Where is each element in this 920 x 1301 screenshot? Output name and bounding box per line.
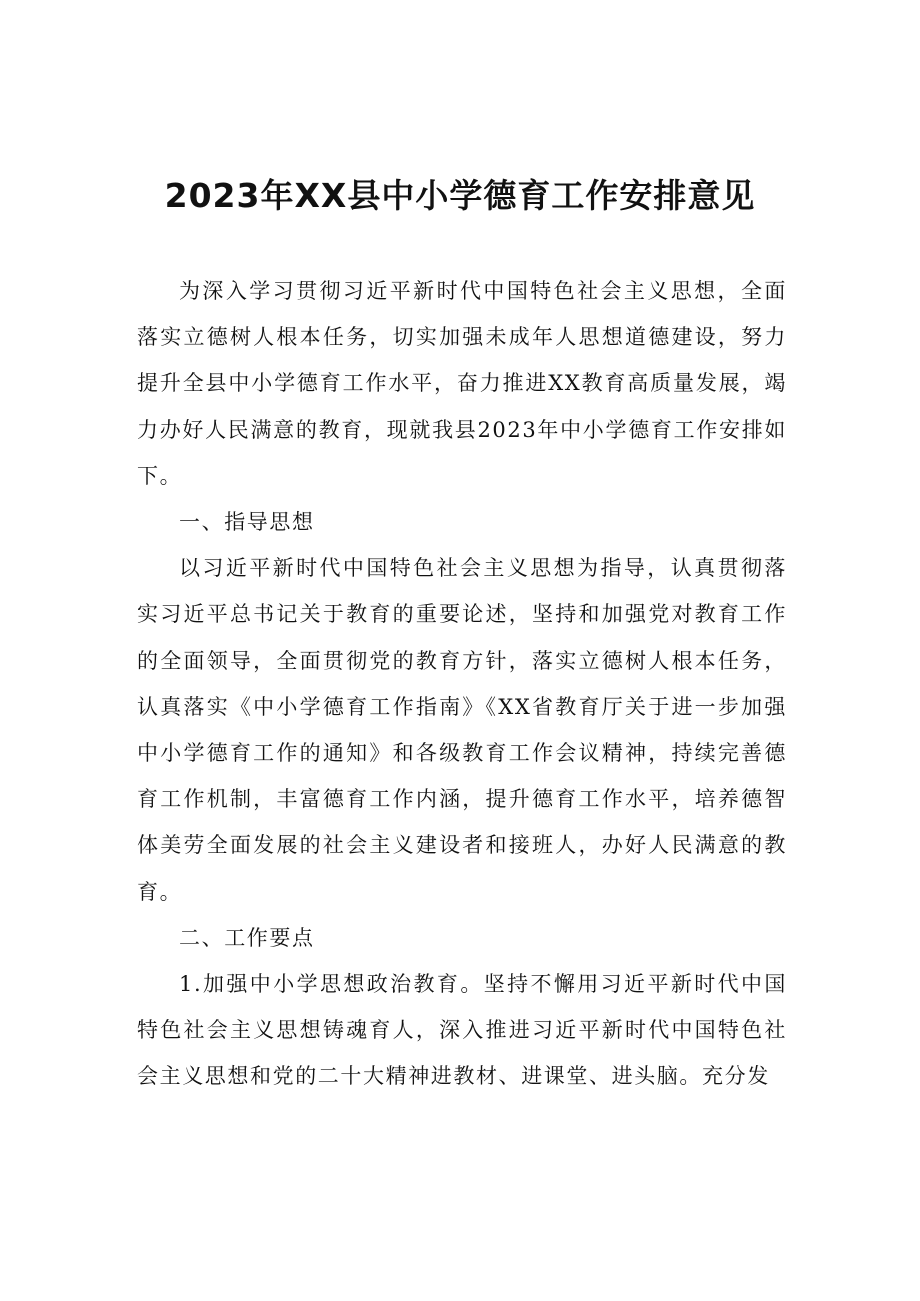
guiding-ideology-paragraph: 以习近平新时代中国特色社会主义思想为指导，认真贯彻落实习近平总书记关于教育的重要论述，坚持和加强党对教育工作的全面领导，全面贯彻党的教育方针，落实立德树人根本任务，认真落实《中小学德育工作指南》《XX省教育厅关于进一步加强中小学德育工作的通知》和各级教育工作会议精神，持续完善德育工作机制，丰富德育工作内涵，提升德育工作水平，培养德智体美劳全面发展的社会主义建设者和接班人，办好人民满意的教育。 — [137, 556, 787, 904]
work-point-1-paragraph: 1.加强中小学思想政治教育。坚持不懈用习近平新时代中国特色社会主义思想铸魂育人，深入推进习近平新时代中国特色社会主义思想和党的二十大精神进教材、进课堂、进头脑。充分发 — [137, 972, 787, 1089]
intro-paragraph: 为深入学习贯彻习近平新时代中国特色社会主义思想，全面落实立德树人根本任务，切实加强未成年人思想道德建设，努力提升全县中小学德育工作水平，奋力推进XX教育高质量发展，竭力办好人民满意的教育，现就我县2023年中小学德育工作安排如下。 — [137, 279, 787, 488]
document-body — [137, 268, 787, 1100]
document-title: 2023年XX县中小学德育工作安排意见 — [164, 176, 756, 215]
section-heading-guiding-ideology: 一、指导思想 — [179, 510, 315, 535]
section-heading-work-points: 二、工作要点 — [179, 925, 315, 950]
